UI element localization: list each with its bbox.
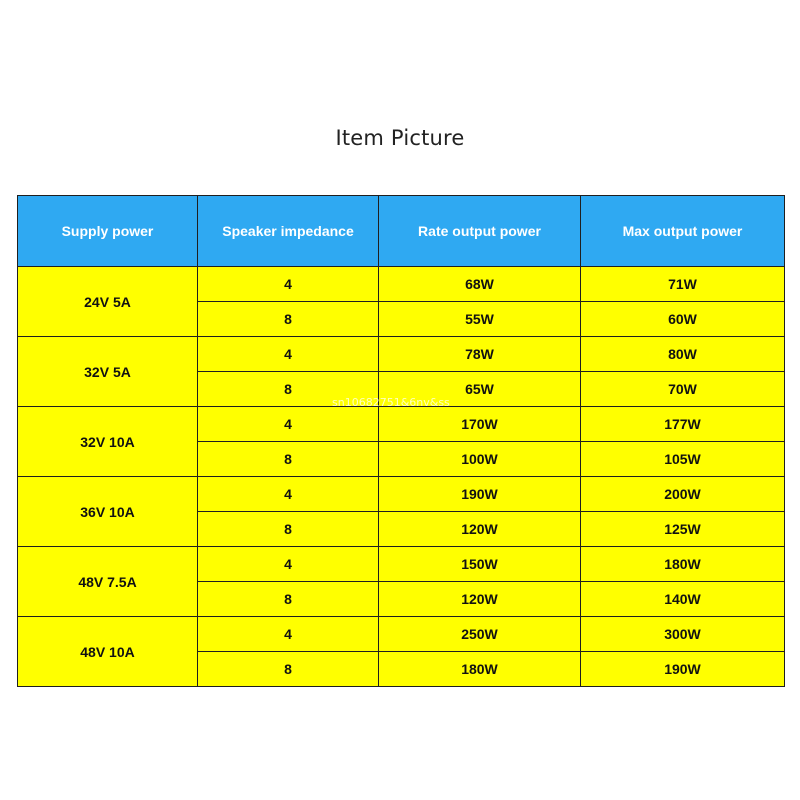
impedance-cell: 4 bbox=[198, 617, 379, 652]
impedance-cell: 4 bbox=[198, 267, 379, 302]
supply-cell: 24V 5A bbox=[18, 267, 198, 337]
max-output-cell: 300W bbox=[581, 617, 785, 652]
table-row bbox=[18, 407, 785, 442]
header-speaker-impedance: Speaker impedance bbox=[198, 196, 379, 267]
max-output-cell: 190W bbox=[581, 652, 785, 687]
max-output-cell: 125W bbox=[581, 512, 785, 547]
impedance-cell: 8 bbox=[198, 302, 379, 337]
rate-output-cell: 65W bbox=[379, 372, 581, 407]
rate-output-cell: 68W bbox=[379, 267, 581, 302]
rate-output-cell: 100W bbox=[379, 442, 581, 477]
rate-output-cell: 180W bbox=[379, 652, 581, 687]
header-supply-power: Supply power bbox=[18, 196, 198, 267]
supply-cell: 48V 7.5A bbox=[18, 547, 198, 617]
supply-cell: 36V 10A bbox=[18, 477, 198, 547]
table-row bbox=[18, 337, 785, 372]
rate-output-cell: 120W bbox=[379, 512, 581, 547]
table-row bbox=[18, 547, 785, 582]
table-header bbox=[18, 196, 785, 267]
rate-output-cell: 250W bbox=[379, 617, 581, 652]
page-title: Item Picture bbox=[335, 126, 465, 150]
max-output-cell: 180W bbox=[581, 547, 785, 582]
rate-output-cell: 190W bbox=[379, 477, 581, 512]
specs-table bbox=[17, 195, 785, 687]
max-output-cell: 200W bbox=[581, 477, 785, 512]
table-body bbox=[18, 267, 785, 687]
impedance-cell: 4 bbox=[198, 407, 379, 442]
rate-output-cell: 55W bbox=[379, 302, 581, 337]
impedance-cell: 4 bbox=[198, 547, 379, 582]
max-output-cell: 105W bbox=[581, 442, 785, 477]
impedance-cell: 4 bbox=[198, 477, 379, 512]
header-max-output-power: Max output power bbox=[581, 196, 785, 267]
max-output-cell: 80W bbox=[581, 337, 785, 372]
table-row bbox=[18, 617, 785, 652]
impedance-cell: 8 bbox=[198, 652, 379, 687]
supply-cell: 32V 5A bbox=[18, 337, 198, 407]
table-row bbox=[18, 267, 785, 302]
max-output-cell: 140W bbox=[581, 582, 785, 617]
impedance-cell: 8 bbox=[198, 372, 379, 407]
impedance-cell: 8 bbox=[198, 512, 379, 547]
supply-cell: 48V 10A bbox=[18, 617, 198, 687]
rate-output-cell: 170W bbox=[379, 407, 581, 442]
header-rate-output-power: Rate output power bbox=[379, 196, 581, 267]
table-row bbox=[18, 477, 785, 512]
max-output-cell: 60W bbox=[581, 302, 785, 337]
rate-output-cell: 78W bbox=[379, 337, 581, 372]
max-output-cell: 70W bbox=[581, 372, 785, 407]
max-output-cell: 71W bbox=[581, 267, 785, 302]
watermark-text: sn10682751&6nv&ss bbox=[332, 396, 450, 409]
header-row bbox=[18, 196, 785, 267]
impedance-cell: 4 bbox=[198, 337, 379, 372]
impedance-cell: 8 bbox=[198, 582, 379, 617]
max-output-cell: 177W bbox=[581, 407, 785, 442]
rate-output-cell: 120W bbox=[379, 582, 581, 617]
supply-cell: 32V 10A bbox=[18, 407, 198, 477]
impedance-cell: 8 bbox=[198, 442, 379, 477]
rate-output-cell: 150W bbox=[379, 547, 581, 582]
